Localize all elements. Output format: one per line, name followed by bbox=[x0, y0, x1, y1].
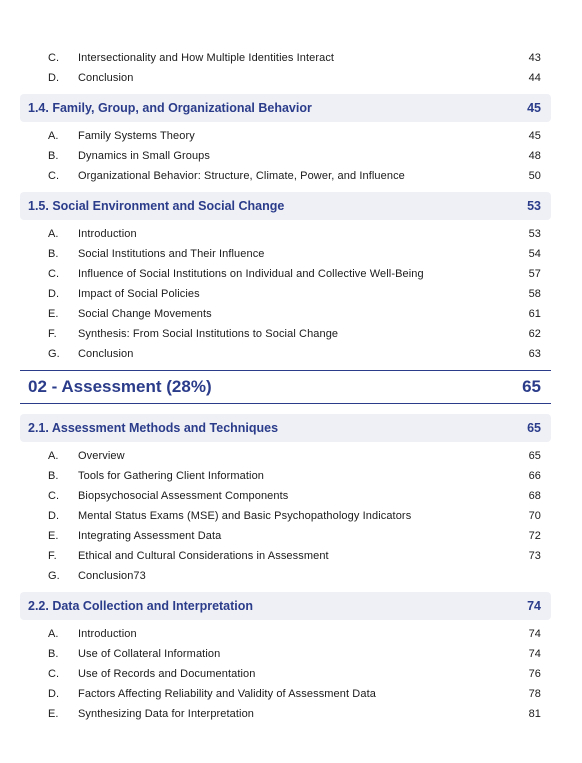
toc-item-letter: A. bbox=[48, 628, 59, 640]
toc-item-title: Biopsychosocial Assessment Components bbox=[78, 490, 289, 502]
toc-item-title: Conclusion73 bbox=[78, 570, 146, 582]
table-of-contents bbox=[20, 48, 551, 724]
toc-item-title: Family Systems Theory bbox=[78, 130, 195, 142]
toc-item-letter: G. bbox=[48, 348, 60, 360]
toc-item[interactable] bbox=[20, 224, 551, 244]
toc-item-letter: C. bbox=[48, 668, 60, 680]
toc-item-title: Intersectionality and How Multiple Identities Interact bbox=[78, 52, 335, 64]
toc-item-title: Dynamics in Small Groups bbox=[78, 150, 210, 162]
toc-item[interactable] bbox=[20, 146, 551, 166]
toc-section-heading[interactable] bbox=[20, 192, 551, 220]
toc-item-letter: D. bbox=[48, 688, 60, 700]
section-page: 53 bbox=[527, 199, 541, 213]
toc-item-letter: A. bbox=[48, 130, 59, 142]
toc-item-letter: A. bbox=[48, 450, 59, 462]
toc-item-title: Use of Collateral Information bbox=[78, 648, 221, 660]
toc-item[interactable] bbox=[20, 466, 551, 486]
toc-item-page: 43 bbox=[528, 52, 541, 64]
toc-item-page: 58 bbox=[528, 288, 541, 300]
toc-item-title: Factors Affecting Reliability and Validity of Assessment Data bbox=[78, 688, 376, 700]
section-page: 45 bbox=[527, 101, 541, 115]
toc-chapter-heading[interactable] bbox=[20, 370, 551, 404]
toc-item-letter: C. bbox=[48, 170, 60, 182]
toc-item[interactable] bbox=[20, 526, 551, 546]
toc-item-letter: B. bbox=[48, 248, 59, 260]
toc-item-title: Organizational Behavior: Structure, Climate, Power, and Influence bbox=[78, 170, 405, 182]
toc-section-heading[interactable] bbox=[20, 94, 551, 122]
toc-item-letter: B. bbox=[48, 470, 59, 482]
section-title: 1.4. Family, Group, and Organizational Behavior bbox=[28, 101, 312, 115]
toc-item-letter: B. bbox=[48, 648, 59, 660]
toc-item-page: 65 bbox=[528, 450, 541, 462]
toc-item[interactable] bbox=[20, 304, 551, 324]
toc-item[interactable] bbox=[20, 644, 551, 664]
toc-item-page: 73 bbox=[528, 550, 541, 562]
toc-item-page: 68 bbox=[528, 490, 541, 502]
toc-item[interactable] bbox=[20, 446, 551, 466]
toc-item-letter: B. bbox=[48, 150, 59, 162]
toc-item-page: 62 bbox=[528, 328, 541, 340]
toc-item[interactable] bbox=[20, 166, 551, 186]
toc-item-page: 81 bbox=[528, 708, 541, 720]
toc-item-page: 50 bbox=[528, 170, 541, 182]
section-title: 2.1. Assessment Methods and Techniques bbox=[28, 421, 279, 435]
toc-item[interactable] bbox=[20, 546, 551, 566]
toc-item-title: Introduction bbox=[78, 228, 137, 240]
toc-item-page: 57 bbox=[528, 268, 541, 280]
toc-item[interactable] bbox=[20, 566, 551, 586]
section-title: 2.2. Data Collection and Interpretation bbox=[28, 599, 254, 613]
toc-item-letter: C. bbox=[48, 490, 60, 502]
toc-item-page: 48 bbox=[528, 150, 541, 162]
section-title: 1.5. Social Environment and Social Change bbox=[28, 199, 285, 213]
toc-item-title: Mental Status Exams (MSE) and Basic Psychopathology Indicators bbox=[78, 510, 412, 522]
toc-item[interactable] bbox=[20, 68, 551, 88]
toc-item-page: 70 bbox=[528, 510, 541, 522]
toc-item-letter: A. bbox=[48, 228, 59, 240]
toc-item[interactable] bbox=[20, 486, 551, 506]
toc-item-page: 66 bbox=[528, 470, 541, 482]
toc-item[interactable] bbox=[20, 624, 551, 644]
toc-item-title: Integrating Assessment Data bbox=[78, 530, 222, 542]
toc-item-page: 63 bbox=[528, 348, 541, 360]
toc-section-heading[interactable] bbox=[20, 592, 551, 620]
toc-item[interactable] bbox=[20, 664, 551, 684]
toc-item[interactable] bbox=[20, 284, 551, 304]
toc-item-letter: G. bbox=[48, 570, 60, 582]
toc-item-page: 44 bbox=[528, 72, 541, 84]
toc-item-title: Tools for Gathering Client Information bbox=[78, 470, 264, 482]
toc-item-letter: D. bbox=[48, 510, 60, 522]
toc-item-page: 54 bbox=[528, 248, 541, 260]
section-page: 74 bbox=[527, 599, 541, 613]
section-page: 65 bbox=[527, 421, 541, 435]
toc-item[interactable] bbox=[20, 264, 551, 284]
toc-item-letter: F. bbox=[48, 328, 57, 340]
toc-item-title: Social Institutions and Their Influence bbox=[78, 248, 265, 260]
toc-item-title: Introduction bbox=[78, 628, 137, 640]
toc-item[interactable] bbox=[20, 506, 551, 526]
toc-item-page: 53 bbox=[528, 228, 541, 240]
toc-item[interactable] bbox=[20, 684, 551, 704]
toc-item-title: Conclusion bbox=[78, 348, 134, 360]
toc-item-letter: E. bbox=[48, 308, 59, 320]
toc-item[interactable] bbox=[20, 324, 551, 344]
toc-item-title: Impact of Social Policies bbox=[78, 288, 200, 300]
chapter-page: 65 bbox=[522, 377, 541, 396]
toc-item-page: 78 bbox=[528, 688, 541, 700]
toc-item[interactable] bbox=[20, 244, 551, 264]
toc-item-title: Overview bbox=[78, 450, 125, 462]
toc-item-page: 74 bbox=[528, 628, 541, 640]
toc-item-title: Influence of Social Institutions on Individual and Collective Well-Being bbox=[78, 268, 424, 280]
toc-item-title: Synthesizing Data for Interpretation bbox=[78, 708, 255, 720]
toc-item-letter: C. bbox=[48, 52, 60, 64]
toc-item-page: 74 bbox=[528, 648, 541, 660]
toc-item[interactable] bbox=[20, 48, 551, 68]
toc-item-letter: E. bbox=[48, 708, 59, 720]
toc-item-letter: D. bbox=[48, 288, 60, 300]
toc-item-title: Social Change Movements bbox=[78, 308, 212, 320]
toc-item[interactable] bbox=[20, 704, 551, 724]
toc-item-letter: E. bbox=[48, 530, 59, 542]
toc-item-title: Conclusion bbox=[78, 72, 134, 84]
toc-item-page: 45 bbox=[528, 130, 541, 142]
toc-item-title: Ethical and Cultural Considerations in Assessment bbox=[78, 550, 329, 562]
chapter-title: 02 - Assessment (28%) bbox=[28, 377, 212, 396]
toc-section-heading[interactable] bbox=[20, 414, 551, 442]
toc-item-page: 76 bbox=[528, 668, 541, 680]
toc-item[interactable] bbox=[20, 126, 551, 146]
toc-item-letter: D. bbox=[48, 72, 60, 84]
toc-item-title: Use of Records and Documentation bbox=[78, 668, 256, 680]
toc-item-letter: F. bbox=[48, 550, 57, 562]
toc-item-title: Synthesis: From Social Institutions to Social Change bbox=[78, 328, 339, 340]
toc-item-letter: C. bbox=[48, 268, 60, 280]
toc-item-page: 61 bbox=[528, 308, 541, 320]
toc-item-page: 72 bbox=[528, 530, 541, 542]
toc-item[interactable] bbox=[20, 344, 551, 364]
